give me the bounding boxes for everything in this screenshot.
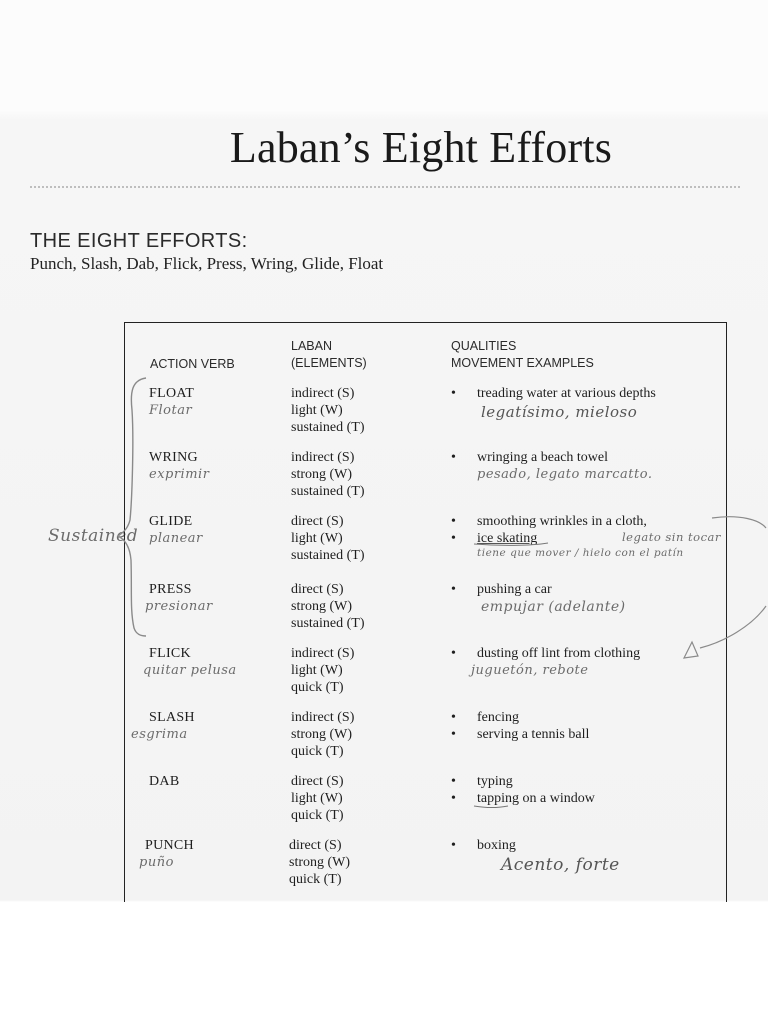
element-line: indirect (S)	[291, 646, 355, 661]
example-text: pushing a car	[477, 582, 552, 597]
section-heading: THE EIGHT EFFORTS:	[30, 230, 248, 252]
verb-dab: DAB	[149, 774, 180, 789]
header-laban	[291, 338, 367, 372]
elements-flick	[291, 645, 354, 696]
element-line: quick (T)	[291, 808, 344, 823]
header-laban-line1: LABAN	[291, 339, 332, 353]
element-line: light (W)	[291, 791, 343, 806]
verb-note-punch: puño	[139, 855, 174, 870]
element-line: strong (W)	[289, 855, 351, 870]
bullet: •	[451, 791, 456, 806]
element-line: direct (S)	[291, 582, 344, 597]
margin-note-glide-side: legato sin tocar	[622, 530, 721, 544]
example-glide-1	[451, 513, 647, 530]
verb-glide: GLIDE	[149, 514, 193, 529]
page-title: Laban’s Eight Efforts	[229, 123, 613, 172]
verb-punch: PUNCH	[145, 838, 194, 853]
elements-press	[291, 581, 364, 632]
header-qualities-line1: QUALITIES	[451, 339, 517, 353]
elements-dab	[291, 773, 343, 824]
header-action-verb: ACTION VERB	[150, 357, 235, 371]
example-press-1	[451, 581, 552, 598]
element-line: sustained (T)	[291, 484, 365, 499]
example-float-1	[451, 385, 656, 402]
example-wring-1	[451, 449, 608, 466]
section-subtitle: Punch, Slash, Dab, Flick, Press, Wring, Glide, Float	[30, 254, 384, 273]
header-qualities-line2: MOVEMENT EXAMPLES	[451, 356, 594, 370]
example-note-float: legatísimo, mieloso	[481, 403, 638, 421]
example-note-flick: juguetón, rebote	[471, 663, 589, 678]
example-punch-1	[451, 837, 516, 854]
element-line: indirect (S)	[291, 450, 355, 465]
title-divider	[30, 186, 740, 190]
verb-slash: SLASH	[149, 710, 195, 725]
verb-wring: WRING	[149, 450, 198, 465]
element-line: strong (W)	[291, 467, 353, 482]
bullet: •	[451, 514, 456, 529]
element-line: light (W)	[291, 663, 343, 678]
element-line: direct (S)	[291, 514, 344, 529]
bullet: •	[451, 386, 456, 401]
example-note-press: empujar (adelante)	[481, 599, 626, 615]
bullet: •	[451, 450, 456, 465]
elements-float	[291, 385, 364, 436]
example-flick-1	[451, 645, 640, 662]
verb-flick: FLICK	[149, 646, 191, 661]
bullet: •	[451, 838, 456, 853]
element-line: sustained (T)	[291, 420, 365, 435]
elements-glide	[291, 513, 364, 564]
example-text: serving a tennis ball	[477, 727, 590, 742]
margin-note-sustained: Sustained	[48, 526, 139, 546]
element-line: light (W)	[291, 403, 343, 418]
elements-punch	[289, 837, 350, 888]
verb-press: PRESS	[149, 582, 192, 597]
element-line: direct (S)	[289, 838, 342, 853]
bullet: •	[451, 727, 456, 742]
element-line: sustained (T)	[291, 548, 365, 563]
verb-note-float: Flotar	[149, 403, 193, 418]
element-line: light (W)	[291, 531, 343, 546]
verb-note-press: presionar	[145, 599, 213, 614]
example-dab-2	[451, 790, 595, 807]
verb-note-flick: quitar pelusa	[143, 663, 237, 678]
element-line: strong (W)	[291, 727, 353, 742]
example-slash-1	[451, 709, 519, 726]
example-text: ice skating	[477, 531, 538, 546]
example-text: boxing	[477, 838, 516, 853]
example-note-glide: tiene que mover / hielo con el patín	[477, 547, 684, 559]
verb-note-glide: planear	[149, 531, 203, 546]
verb-note-wring: exprimir	[149, 467, 210, 482]
verb-float: FLOAT	[149, 386, 195, 401]
example-glide-2	[451, 530, 537, 547]
example-text: wringing a beach towel	[477, 450, 609, 465]
example-text: smoothing wrinkles in a cloth,	[477, 514, 647, 529]
example-slash-2	[451, 726, 589, 743]
example-text: dusting off lint from clothing	[477, 646, 641, 661]
example-dab-1	[451, 773, 513, 790]
header-qualities	[451, 338, 594, 372]
element-line: quick (T)	[291, 744, 344, 759]
element-line: sustained (T)	[291, 616, 365, 631]
element-line: indirect (S)	[291, 710, 355, 725]
header-laban-line2: (ELEMENTS)	[291, 356, 367, 370]
elements-slash	[291, 709, 354, 760]
elements-wring	[291, 449, 364, 500]
example-text: fencing	[477, 710, 519, 725]
example-note-wring: pesado, legato marcatto.	[477, 467, 653, 482]
bullet: •	[451, 582, 456, 597]
element-line: indirect (S)	[291, 386, 355, 401]
example-note-punch: Acento, forte	[501, 855, 620, 875]
element-line: quick (T)	[291, 680, 344, 695]
bullet: •	[451, 774, 456, 789]
example-text: tapping on a window	[477, 791, 595, 806]
element-line: strong (W)	[291, 599, 353, 614]
verb-note-slash: esgrima	[131, 727, 188, 742]
bullet: •	[451, 710, 456, 725]
example-text: typing	[477, 774, 513, 789]
example-text: treading water at various depths	[477, 386, 656, 401]
bullet: •	[451, 646, 456, 661]
element-line: direct (S)	[291, 774, 344, 789]
bullet: •	[451, 531, 456, 546]
element-line: quick (T)	[289, 872, 342, 887]
efforts-table	[124, 322, 727, 902]
